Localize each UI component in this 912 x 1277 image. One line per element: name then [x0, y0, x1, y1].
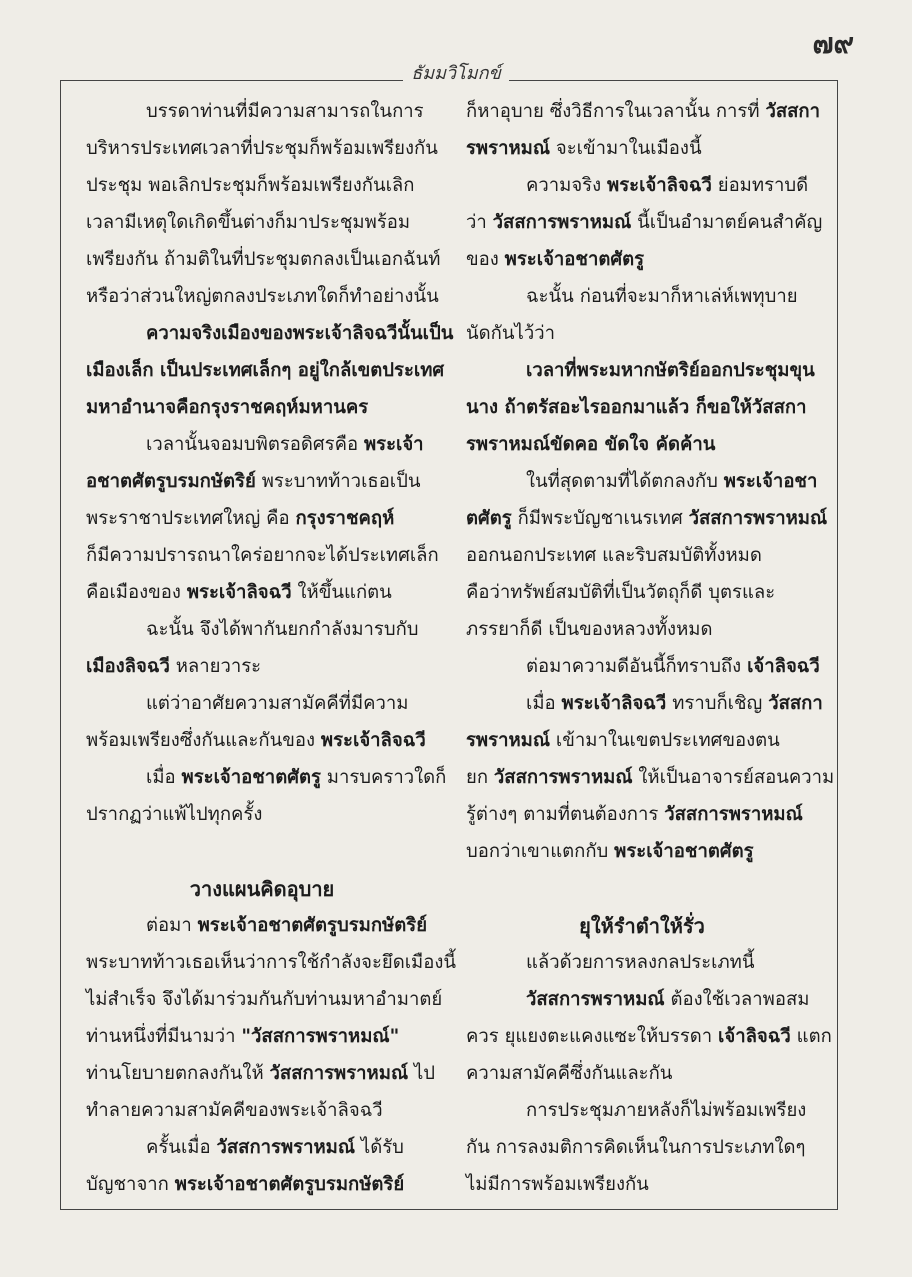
bold-text: มหาอำนาจคือกรุงราชคฤห์มหานคร — [86, 397, 369, 418]
text-line — [466, 1054, 818, 1094]
bold-text: วัสสการพราหมณ์ — [526, 989, 665, 1010]
text-segment: ว่า — [466, 212, 493, 233]
bold-text: เมืองเล็ก เป็นประเทศเล็กๆ อยู่ใกล้เขตประเทศ — [86, 360, 445, 381]
text-line — [466, 425, 818, 465]
text-line — [466, 351, 818, 391]
text-line — [86, 425, 438, 465]
text-line — [466, 1128, 818, 1168]
text-segment: หลายวาระ — [169, 656, 262, 677]
text-line — [466, 203, 823, 243]
text-segment: บริหารประเทศเวลาที่ประชุมก็พร้อมเพรียงกัน — [86, 138, 438, 159]
text-segment: ฉะนั้น ก่อนที่จะมาก็หาเล่ห์เพทุบาย — [526, 286, 798, 307]
bold-text: ตศัตรู — [466, 508, 512, 529]
text-line — [466, 721, 818, 761]
bold-text: เมืองลิจฉวี — [86, 656, 170, 677]
text-line — [86, 610, 438, 650]
text-segment: ก็มีความปรารถนาใคร่อยากจะได้ประเทศเล็ก — [86, 545, 439, 566]
text-line — [466, 795, 818, 835]
text-segment: เพรียงกัน ถ้ามติในที่ประชุมตกลงเป็นเอกฉันท์ — [86, 249, 441, 270]
text-segment: ต้องใช้เวลาพอสม — [664, 989, 810, 1010]
bold-text: พระเจ้าลิจฉวี — [320, 730, 426, 751]
text-segment: ย่อมทราบดี — [711, 175, 809, 196]
text-line — [466, 536, 818, 576]
bold-text: วัสสการพราหมณ์ — [216, 1137, 356, 1158]
text-line — [466, 499, 828, 539]
text-line — [466, 647, 818, 687]
text-line — [86, 721, 438, 761]
text-line — [86, 314, 454, 354]
text-segment: จะเข้ามาในเมืองนี้ — [550, 138, 702, 159]
text-segment: ยก — [466, 767, 494, 788]
bold-text: วัสสการพราหมณ์ — [664, 804, 803, 825]
bold-text: พระเจ้าอชาตศัตรูบรมกษัตริย์ — [197, 915, 428, 936]
bold-text: นาง ถ้าตรัสอะไรออกมาแล้ว ก็ขอให้วัสสกา — [466, 397, 807, 418]
text-line — [466, 314, 818, 354]
bold-text: พระเจ้าลิจฉวี — [186, 582, 292, 603]
bold-text: รพราหมณ์ขัดคอ ขัดใจ คัดค้าน — [466, 434, 716, 455]
text-line — [86, 647, 438, 687]
bold-text: "วัสสการพราหมณ์" — [241, 1026, 400, 1047]
text-segment: แตก — [790, 1026, 832, 1047]
bold-text: พระเจ้าอชา — [723, 471, 818, 492]
text-segment: ไม่สำเร็จ จึงได้มาร่วมกันกับท่านมหาอำมาตย์ — [86, 989, 443, 1010]
text-line — [466, 240, 818, 280]
text-line — [86, 832, 438, 872]
section-heading — [86, 869, 438, 909]
text-segment: ได้รับ — [355, 1137, 404, 1158]
bold-text: พระเจ้าลิจฉวี — [607, 175, 712, 196]
text-line — [86, 684, 438, 724]
text-line — [86, 906, 438, 946]
bold-text: วัสสกา — [768, 693, 823, 714]
text-line — [86, 240, 441, 280]
text-segment: ภรรยาก็ดี เป็นของหลวงทั้งหมด — [466, 619, 713, 640]
text-segment: คือว่าทรัพย์สมบัติที่เป็นวัตถุก็ดี บุตรและ — [466, 582, 776, 603]
text-segment: ฉะนั้น จึงได้พากันยกกำลังมารบกับ — [146, 619, 419, 640]
bold-text: ความจริงเมืองของพระเจ้าลิจฉวีนั้นเป็น — [146, 323, 454, 344]
text-segment: ทราบก็เชิญ — [666, 693, 769, 714]
bold-text: วัสสกา — [765, 101, 820, 122]
text-line — [86, 166, 438, 206]
text-segment: ปรากฏว่าแพ้ไปทุกครั้ง — [86, 804, 263, 825]
text-segment: การประชุมภายหลังก็ไม่พร้อมเพรียง — [526, 1100, 807, 1121]
text-line — [466, 943, 818, 983]
text-segment: คือเมืองของ — [86, 582, 187, 603]
text-segment: ทำลายความสามัคคีของพระเจ้าลิจฉวี — [86, 1100, 383, 1121]
text-line — [466, 1165, 818, 1205]
text-segment: รู้ต่างๆ ตามที่ตนต้องการ — [466, 804, 665, 825]
text-segment: ให้เป็นอาจารย์สอนความ — [632, 767, 835, 788]
bold-text: วัสสการพราหมณ์ — [688, 508, 828, 529]
text-segment: เวลานั้นจอมบพิตรอดิศรคือ — [146, 434, 364, 455]
text-segment: กัน การลงมติการคิดเห็นในการประเภทใดๆ — [466, 1137, 806, 1158]
text-segment: ก็หาอุบาย ซึ่งวิธีการในเวลานั้น การที่ — [466, 101, 766, 122]
text-line — [86, 1017, 438, 1057]
bold-text: พระเจ้าอชาตศัตรู — [614, 841, 754, 862]
bold-text: เจ้าลิจฉวี — [718, 1026, 791, 1047]
text-line — [86, 351, 445, 391]
text-segment: เมื่อ — [526, 693, 562, 714]
text-line — [466, 758, 835, 798]
bold-text: วางแผนคิดอุบาย — [189, 877, 335, 901]
bold-text: วัสสการพราหมณ์ — [269, 1063, 409, 1084]
text-line — [86, 1091, 438, 1131]
text-line — [466, 462, 818, 502]
text-line — [466, 166, 818, 206]
text-segment: พระบาทท้าวเธอเป็น — [255, 471, 421, 492]
text-line — [86, 129, 438, 169]
running-head — [0, 62, 912, 91]
text-segment: ในที่สุดตามที่ได้ตกลงกับ — [526, 471, 724, 492]
text-line — [466, 129, 818, 169]
text-line — [466, 1091, 818, 1131]
text-segment: ต่อมาความดีอันนี้ก็ทราบถึง — [526, 656, 748, 677]
bold-text: พระเจ้าลิจฉวี — [561, 693, 667, 714]
text-line — [466, 277, 818, 317]
text-line — [86, 1128, 438, 1168]
bold-text: พระเจ้า — [363, 434, 424, 455]
text-segment: ไป — [408, 1063, 436, 1084]
bold-text: อชาตศัตรูบรมกษัตริย์ — [86, 471, 256, 492]
text-segment: บรรดาท่านที่มีความสามารถในการ — [146, 101, 424, 122]
text-segment: นี้เป็นอำมาตย์คนสำคัญ — [631, 212, 823, 233]
bold-text: รพราหมณ์ — [466, 138, 551, 159]
text-segment: ท่านโยบายตกลงกันให้ — [86, 1063, 270, 1084]
text-segment: บัญชาจาก — [86, 1174, 175, 1195]
text-segment: ไม่มีการพร้อมเพรียงกัน — [466, 1174, 649, 1195]
running-head-text: ธัมมวิโมกข์ — [403, 63, 509, 84]
text-line — [86, 92, 438, 132]
section-heading — [466, 906, 818, 946]
text-segment: บอกว่าเขาแตกกับ — [466, 841, 615, 862]
text-line — [86, 1165, 438, 1205]
text-segment: ความจริง — [526, 175, 608, 196]
bold-text: รพราหมณ์ — [466, 730, 551, 751]
text-segment: หรือว่าส่วนใหญ่ตกลงประเภทใดก็ทำอย่างนั้น — [86, 286, 439, 307]
text-segment: เข้ามาในเขตประเทศของตน — [550, 730, 780, 751]
text-segment: แล้วด้วยการหลงกลประเภทนี้ — [526, 952, 755, 973]
text-line — [86, 943, 457, 983]
text-segment: แต่ว่าอาศัยความสามัคคีที่มีความ — [146, 693, 409, 714]
text-segment: ความสามัคคีซึ่งกันและกัน — [466, 1063, 673, 1084]
text-segment: พระราชาประเทศใหญ่ คือ — [86, 508, 296, 529]
text-line — [86, 462, 438, 502]
text-segment: ต่อมา — [146, 915, 198, 936]
text-line — [466, 1017, 832, 1057]
page-number: ๗๙ — [812, 27, 854, 60]
bold-text: กรุงราชคฤห์ — [295, 508, 395, 529]
bold-text: วัสสการพราหมณ์ — [493, 767, 633, 788]
text-segment: ประชุม พอเลิกประชุมก็พร้อมเพรียงกันเลิก — [86, 175, 415, 196]
text-line — [86, 499, 438, 539]
text-line — [466, 980, 818, 1020]
text-segment: ให้ขึ้นแก่ตน — [291, 582, 392, 603]
text-line — [466, 832, 818, 872]
bold-text: พระเจ้าอชาตศัตรูบรมกษัตริย์ — [174, 1174, 405, 1195]
bold-text: วัสสการพราหมณ์ — [492, 212, 632, 233]
text-line — [86, 573, 438, 613]
text-line — [86, 388, 438, 428]
text-segment: เวลามีเหตุใดเกิดขึ้นต่างก็มาประชุมพร้อม — [86, 212, 411, 233]
text-segment: ท่านหนึ่งที่มีนามว่า — [86, 1026, 242, 1047]
bold-text: ยุให้รำตำให้รั่ว — [579, 914, 705, 938]
text-line — [86, 758, 447, 798]
text-segment: มารบคราวใดก็ — [320, 767, 447, 788]
text-segment: พร้อมเพรียงซึ่งกันและกันของ — [86, 730, 321, 751]
text-line — [466, 388, 818, 428]
bold-text: เจ้าลิจฉวี — [747, 656, 820, 677]
bold-text: พระเจ้าอชาตศัตรู — [504, 249, 645, 270]
text-segment: ของ — [466, 249, 505, 270]
bold-text: เวลาที่พระมหากษัตริย์ออกประชุมขุน — [526, 360, 815, 381]
text-line — [466, 92, 818, 132]
text-segment: พระบาทท้าวเธอเห็นว่าการใช้กำลังจะยึดเมืองนี้ — [86, 952, 457, 973]
text-line — [86, 277, 438, 317]
text-line — [86, 795, 438, 835]
text-line — [466, 869, 818, 909]
text-line — [86, 980, 443, 1020]
text-line — [466, 573, 818, 613]
text-segment: ควร ยุแยงตะแคงแซะให้บรรดา — [466, 1026, 719, 1047]
bold-text: พระเจ้าอชาตศัตรู — [181, 767, 321, 788]
text-segment: นัดกันไว้ว่า — [466, 323, 555, 344]
text-line — [86, 536, 438, 576]
text-segment: ครั้นเมื่อ — [146, 1137, 217, 1158]
text-line — [86, 1054, 438, 1094]
text-segment: ออกนอกประเทศ และริบสมบัติทั้งหมด — [466, 545, 762, 566]
text-segment: เมื่อ — [146, 767, 182, 788]
text-line — [86, 203, 438, 243]
text-line — [466, 684, 823, 724]
text-segment: ก็มีพระบัญชาเนรเทศ — [511, 508, 689, 529]
text-line — [466, 610, 818, 650]
